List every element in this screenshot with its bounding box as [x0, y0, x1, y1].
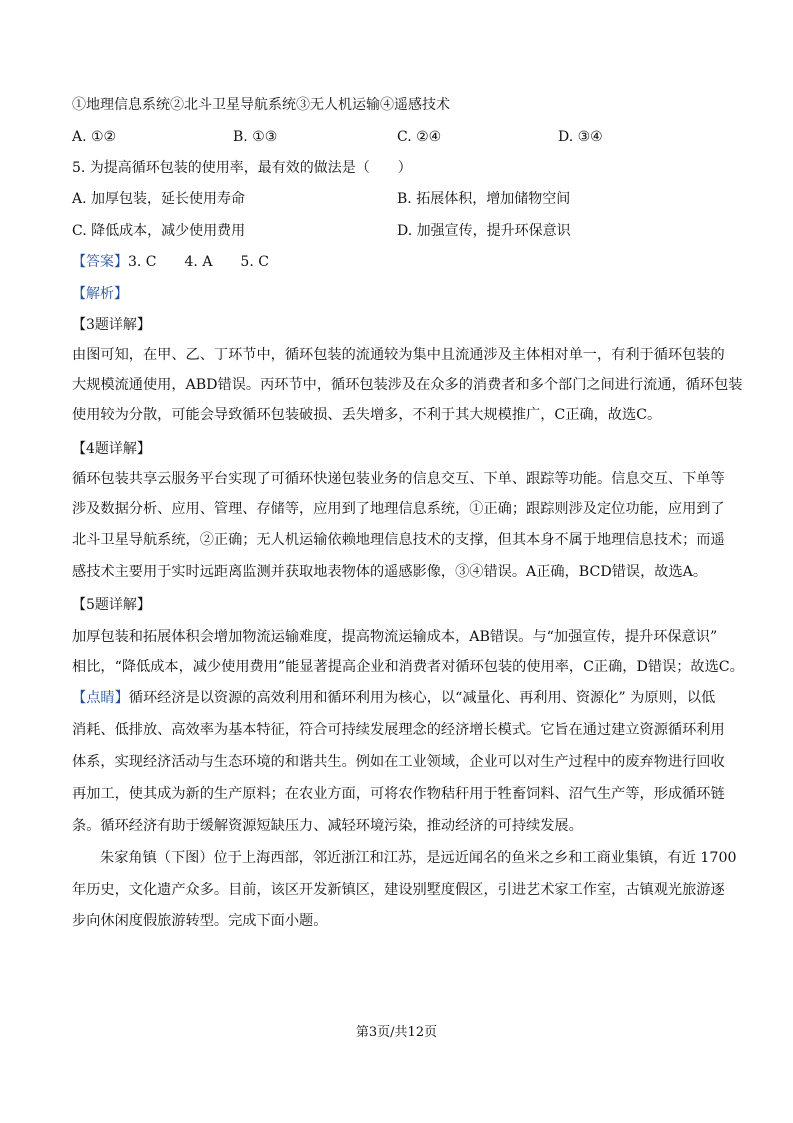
tip-line: 消耗、低排放、高效率为基本特征，符合可持续发展理念的经济增长模式。它旨在通过建立资源循环利用	[72, 722, 725, 738]
answer-line	[72, 252, 269, 272]
question-4-option-b: B. ①③	[233, 129, 278, 145]
question-5-option-d: D. 加强宣传，提升环保意识	[397, 223, 571, 239]
detail-4-line: 循环包装共享云服务平台实现了可循环快递包装业务的信息交互、下单、跟踪等功能。信息交互、下单等	[72, 471, 725, 487]
detail-5-title: 【5题详解】	[72, 597, 151, 613]
detail-3-line: 使用较为分散，可能会导致循环包装破损、丢失增多，不利于其大规模推广，C正确，故选C。	[72, 407, 662, 423]
tip-first-line	[72, 688, 715, 708]
page-number: 第3页/共12页	[355, 1025, 438, 1040]
detail-3-line: 由图可知，在甲、乙、丁环节中，循环包装的流通较为集中且流通涉及主体相对单一，有利于循环包装的	[72, 347, 725, 363]
detail-4-line: 涉及数据分析、应用、管理、存储等，应用到了地理信息系统，①正确；跟踪则涉及定位功能，应用到了	[72, 501, 725, 517]
question-5-option-b: B. 拓展体积，增加储物空间	[397, 191, 571, 207]
tip-label: 【点睛】	[72, 690, 129, 706]
detail-3-line: 大规模流通使用，ABD错误。丙环节中，循环包装涉及在众多的消费者和多个部门之间进行流通，循环包装	[72, 377, 743, 393]
tip-line: 循环经济是以资源的高效利用和循环利用为核心，以“减量化、再利用、资源化” 为原则，以低	[128, 690, 716, 706]
passage-line: 步向休闲度假旅游转型。完成下面小题。	[72, 913, 328, 929]
detail-4-line: 感技术主要用于实时远距离监测并获取地表物体的遥感影像，③④错误。A正确，BCD错误，故选A。	[72, 564, 708, 580]
answer-value: 3. C 4. A 5. C	[128, 254, 269, 270]
detail-5-line: 加厚包装和拓展体积会增加物流运输难度，提高物流运输成本，AB错误。与“加强宣传，提升环保意识”	[72, 629, 718, 645]
detail-4-title: 【4题详解】	[72, 441, 151, 457]
question-5-option-a: A. 加厚包装，延长使用寿命	[72, 191, 246, 207]
detail-4-line: 北斗卫星导航系统，②正确；无人机运输依赖地理信息技术的支撑，但其本身不属于地理信息技术；而遥	[72, 532, 725, 548]
question-5-stem: 5. 为提高循环包装的使用率，最有效的做法是（ ）	[72, 160, 412, 176]
tip-line: 体系，实现经济活动与生态环境的和谐共生。例如在工业领域，企业可以对生产过程中的废弃物进行回收	[72, 754, 725, 770]
tip-line: 条。循环经济有助于缓解资源短缺压力、减轻环境污染，推动经济的可持续发展。	[72, 818, 583, 834]
question-5-option-c: C. 降低成本，减少使用费用	[72, 223, 246, 239]
question-4-option-a: A. ①②	[72, 129, 117, 145]
passage-line: 朱家角镇（下图）位于上海西部，邻近浙江和江苏，是远近闻名的鱼米之乡和工商业集镇，有近 1700	[100, 850, 737, 866]
question-4-option-d: D. ③④	[558, 129, 603, 145]
answer-label: 【答案】	[72, 254, 128, 270]
question-4-stem: ①地理信息系统②北斗卫星导航系统③无人机运输④遥感技术	[72, 97, 450, 113]
detail-5-line: 相比，“降低成本，减少使用费用”能显著提高企业和消费者对循环包装的使用率，C正确，D错误；故选C。	[72, 659, 744, 675]
tip-line: 再加工，使其成为新的生产原料；在农业方面，可将农作物秸秆用于牲畜饲料、沼气生产等，形成循环链	[72, 786, 725, 802]
passage-line: 年历史，文化遗产众多。目前，该区开发新镇区，建设别墅度假区，引进艺术家工作室，古镇观光旅游逐	[72, 882, 725, 898]
question-4-option-c: C. ②④	[397, 129, 442, 145]
analysis-label: 【解析】	[72, 286, 128, 302]
detail-3-title: 【3题详解】	[72, 317, 151, 333]
